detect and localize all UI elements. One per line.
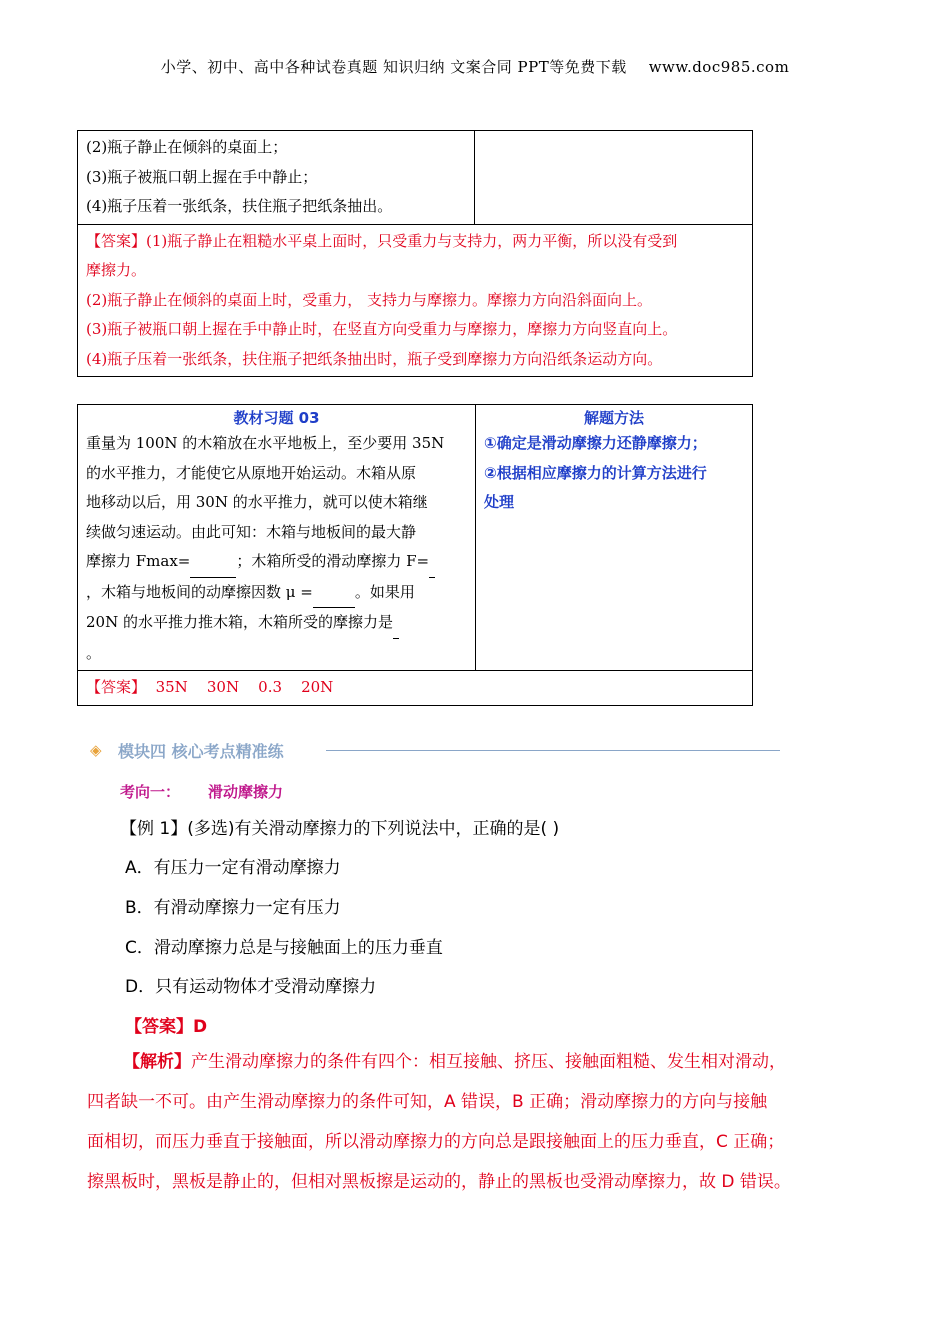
answer-line: 摩擦力。 [86,261,147,279]
answer-value: 35N [155,678,188,696]
method-line: ②根据相应摩擦力的计算方法进行 [484,463,707,482]
section-topic: 滑动摩擦力 [208,783,284,801]
answer-value: 30N [206,678,240,696]
method-line: 处理 [484,493,515,511]
option-c: C．滑动摩擦力总是与接触面上的压力垂直 [125,938,443,958]
question-line: (3)瓶子被瓶口朝上握在手中静止； [86,167,318,186]
section-label: 考向一： [120,783,181,801]
answer-line: 【答案】(1)瓶子静止在粗糙水平桌上面时，只受重力与支持力，两力平衡，所以没有受到 [86,231,678,250]
method-title: 解题方法 [583,409,644,427]
textbook-exercise-table [77,404,753,706]
example-analysis [87,1042,877,1202]
analysis-line: 四者缺一不可。由产生滑动摩擦力的条件可知，A 错误，B 正确；滑动摩擦力的方向与接触 [87,1092,768,1112]
empty-cell [475,131,753,225]
answer-value: 0.3 [258,678,283,696]
problem-cell [78,405,476,671]
answer-line: (3)瓶子被瓶口朝上握在手中静止时，在竖直方向受重力与摩擦力，摩擦力方向竖直向上。 [86,320,678,338]
friction-label: 20N 的水平推力推木箱，木箱所受的摩擦力是 [86,613,393,631]
answer-line: (4)瓶子压着一张纸条，扶住瓶子把纸条抽出时，瓶子受到摩擦力方向沿纸条运动方向。 [86,349,663,368]
exercise-answer-cell [78,671,753,706]
analysis-line: 擦黑板时，黑板是静止的，但相对黑板擦是运动的，静止的黑板也受滑动摩擦力，故 D 错误。 [87,1172,791,1192]
question-line: (4)瓶子压着一张纸条，扶住瓶子把纸条抽出。 [86,197,393,215]
answer-value: 20N [301,678,334,696]
problem-line: 续做匀速运动。由此可知：木箱与地板间的最大静 [86,522,417,541]
fmax-blank[interactable] [190,547,236,578]
option-d: D．只有运动物体才受滑动摩擦力 [125,977,377,997]
fmax-label: 摩擦力 Fmax= [86,552,191,570]
f-blank[interactable] [429,547,435,578]
header-text: 小学、初中、高中各种试卷真题 知识归纳 文案合同 PPT等免费下载 [160,58,627,76]
bottle-friction-table [77,130,753,377]
answer-line: (2)瓶子静止在倾斜的桌面上时，受重力， 支持力与摩擦力。摩擦力方向沿斜面向上。 [86,290,653,309]
header-url[interactable]: www.doc985.com [648,58,790,76]
friction-blank[interactable] [393,608,399,639]
exercise-answer-line [86,673,744,703]
module-title: 模块四 核心考点精准练 [118,742,284,761]
problem-line: 重量为 100N 的木箱放在水平地板上，至少要用 35N [86,434,445,452]
option-b: B．有滑动摩擦力一定有压力 [125,898,341,918]
mu-blank[interactable] [313,578,355,609]
f-label: ；木箱所受的滑动摩擦力 F= [236,552,430,570]
method-cell [476,405,753,671]
answer-cell [78,224,753,377]
analysis-line: 面相切，而压力垂直于接触面，所以滑动摩擦力的方向总是跟接触面上的压力垂直，C 正确； [87,1132,785,1152]
mu-label: ，木箱与地板间的动摩擦因数 μ = [86,582,313,601]
method-line: ①确定是滑动摩擦力还静摩擦力； [484,434,707,452]
problem-end: 。 [86,643,102,662]
module-divider [326,750,780,751]
diamond-arrow-icon: ◈ [90,741,102,759]
question-line: (2)瓶子静止在倾斜的桌面上； [86,138,288,156]
analysis-lead: 【解析】 [123,1052,191,1072]
analysis-line [87,1042,877,1082]
example-question: 【例 1】(多选)有关滑动摩擦力的下列说法中，正确的是( ) [120,819,560,839]
problem-title: 教材习题 03 [233,409,320,427]
option-a: A．有压力一定有滑动摩擦力 [125,858,341,878]
problem-line [86,547,467,578]
page-header [0,56,950,77]
problem-line: 的水平推力，才能使它从原地开始运动。木箱从原 [86,463,417,482]
module-heading [90,738,690,764]
mu-suffix: 。如果用 [354,582,415,601]
problem-line [86,608,467,639]
problem-line [86,578,467,609]
problem-line: 地移动以后，用 30N 的水平推力，就可以使木箱继 [86,493,428,511]
answer-label: 【答案】 [86,678,147,696]
question-cell [78,131,475,225]
analysis-text: 产生滑动摩擦力的条件有四个：相互接触、挤压、接触面粗糙、发生相对滑动， [191,1052,786,1072]
section-heading [120,781,283,802]
example-answer: 【答案】D [125,1017,208,1037]
